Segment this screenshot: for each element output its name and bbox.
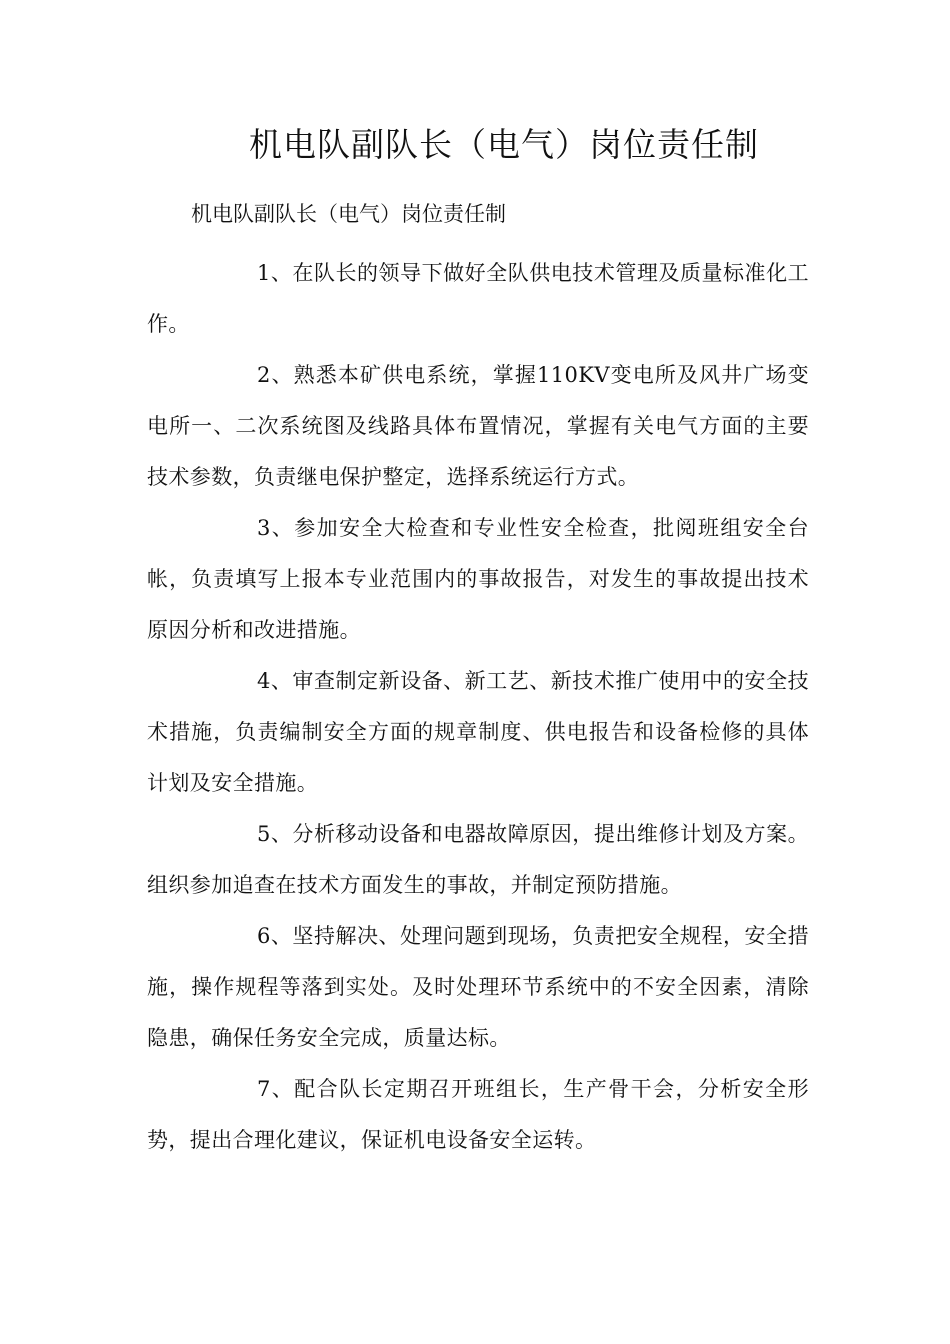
document-title: 机电队副队长（电气）岗位责任制	[249, 125, 759, 164]
document-subtitle: 机电队副队长（电气）岗位责任制	[191, 202, 506, 226]
paragraph-6: 6、坚持解决、处理问题到现场，负责把安全规程，安全措施，操作规程等落到实处。及时处理环节系统中的不安全因素，清除隐患，确保任务安全完成，质量达标。	[147, 924, 809, 1050]
paragraph-7: 7、配合队长定期召开班组长，生产骨干会，分析安全形势，提出合理化建议，保证机电设备安全运转。	[147, 1077, 809, 1152]
paragraph-4: 4、审查制定新设备、新工艺、新技术推广使用中的安全技术措施，负责编制安全方面的规章制度、供电报告和设备检修的具体计划及安全措施。	[147, 669, 809, 795]
document-body	[147, 248, 809, 1166]
paragraph-2: 2、熟悉本矿供电系统，掌握110KV变电所及风井广场变电所一、二次系统图及线路具体布置情况，掌握有关电气方面的主要技术参数，负责继电保护整定，选择系统运行方式。	[147, 363, 809, 489]
paragraph-5: 5、分析移动设备和电器故障原因，提出维修计划及方案。组织参加追查在技术方面发生的事故，并制定预防措施。	[147, 822, 809, 897]
paragraph-3: 3、参加安全大检查和专业性安全检查，批阅班组安全台帐，负责填写上报本专业范围内的事故报告，对发生的事故提出技术原因分析和改进措施。	[147, 516, 809, 642]
paragraph-1: 1、在队长的领导下做好全队供电技术管理及质量标准化工作。	[147, 261, 809, 336]
